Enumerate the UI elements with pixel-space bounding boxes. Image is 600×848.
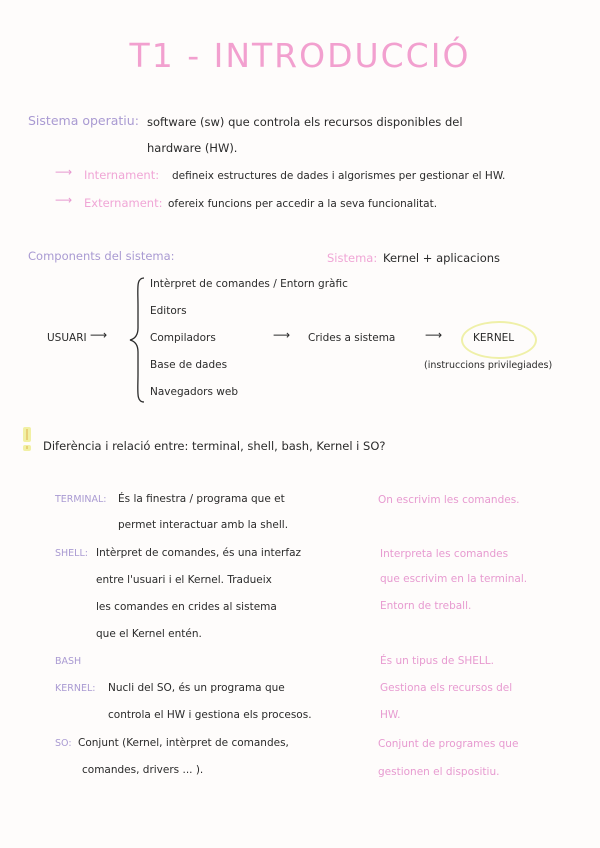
shell-text-line-3: les comandes en crides al sistema — [96, 601, 277, 613]
crides-label: Crides a sistema — [308, 332, 396, 344]
diferencia-heading: Diferència i relació entre: terminal, shell, bash, Kernel i SO? — [43, 439, 386, 453]
kernel-side-note-1: Gestiona els recursos del — [380, 682, 513, 694]
kernel-side-note-2: HW. — [380, 709, 401, 721]
so-text-line-2: comandes, drivers ... ). — [82, 764, 204, 776]
curly-brace-icon — [128, 276, 148, 404]
kernel-text-line-1: Nucli del SO, és un programa que — [108, 682, 285, 694]
internament-label: Internament: — [84, 168, 160, 182]
shell-label: SHELL: — [55, 548, 88, 559]
terminal-side-note: On escrivim les comandes. — [378, 494, 520, 506]
arrow-right-icon: ⟶ — [55, 193, 73, 207]
components-label: Components del sistema: — [28, 249, 175, 263]
so-definition-line-2: hardware (HW). — [147, 141, 238, 155]
component-item: Compiladors — [150, 332, 216, 344]
externament-text: ofereix funcions per accedir a la seva funcionalitat. — [168, 198, 438, 210]
shell-side-note-3: Entorn de treball. — [380, 600, 472, 612]
so-side-note-1: Conjunt de programes que — [378, 738, 519, 750]
arrow-right-icon: ⟶ — [273, 328, 291, 342]
kernel-label: KERNEL — [473, 332, 515, 344]
shell-text-line-4: que el Kernel entén. — [96, 628, 202, 640]
component-item: Intèrpret de comandes / Entorn gràfic — [150, 278, 348, 290]
component-item: Navegadors web — [150, 386, 238, 398]
arrow-right-icon: ⟶ — [55, 165, 73, 179]
component-item: Base de dades — [150, 359, 228, 371]
page-title: T1 - INTRODUCCIÓ — [129, 36, 471, 75]
so-definition-line-1: software (sw) que controla els recursos disponibles del — [147, 115, 463, 129]
usuari-label: USUARI — [47, 332, 87, 344]
terminal-text-line-1: És la finestra / programa que et — [118, 493, 285, 505]
so-def-label: SO: — [55, 738, 72, 749]
arrow-right-icon: ⟶ — [425, 328, 443, 342]
externament-label: Externament: — [84, 196, 163, 210]
bash-label: BASH — [55, 656, 82, 667]
sistema-text: Kernel + aplicacions — [383, 251, 501, 265]
so-text-line-1: Conjunt (Kernel, intèrpret de comandes, — [78, 737, 289, 749]
terminal-text-line-2: permet interactuar amb la shell. — [118, 519, 289, 531]
shell-side-note-1: Interpreta les comandes — [380, 548, 509, 560]
terminal-label: TERMINAL: — [55, 494, 107, 505]
exclamation-icon — [22, 427, 32, 451]
component-item: Editors — [150, 305, 187, 317]
shell-side-note-2: que escrivim en la terminal. — [380, 573, 528, 585]
internament-text: defineix estructures de dades i algorismes per gestionar el HW. — [172, 170, 506, 182]
so-side-note-2: gestionen el dispositiu. — [378, 766, 500, 778]
bash-side-note: És un tipus de SHELL. — [380, 655, 494, 667]
arrow-right-icon: ⟶ — [90, 328, 108, 342]
kernel-note: (instruccions privilegiades) — [424, 360, 553, 371]
shell-text-line-2: entre l'usuari i el Kernel. Tradueix — [96, 574, 272, 586]
kernel-text-line-2: controla el HW i gestiona els procesos. — [108, 709, 312, 721]
so-term-label: Sistema operatiu: — [28, 113, 139, 128]
sistema-label: Sistema: — [327, 251, 378, 265]
shell-text-line-1: Intèrpret de comandes, és una interfaz — [96, 547, 302, 559]
kernel-def-label: KERNEL: — [55, 683, 96, 694]
